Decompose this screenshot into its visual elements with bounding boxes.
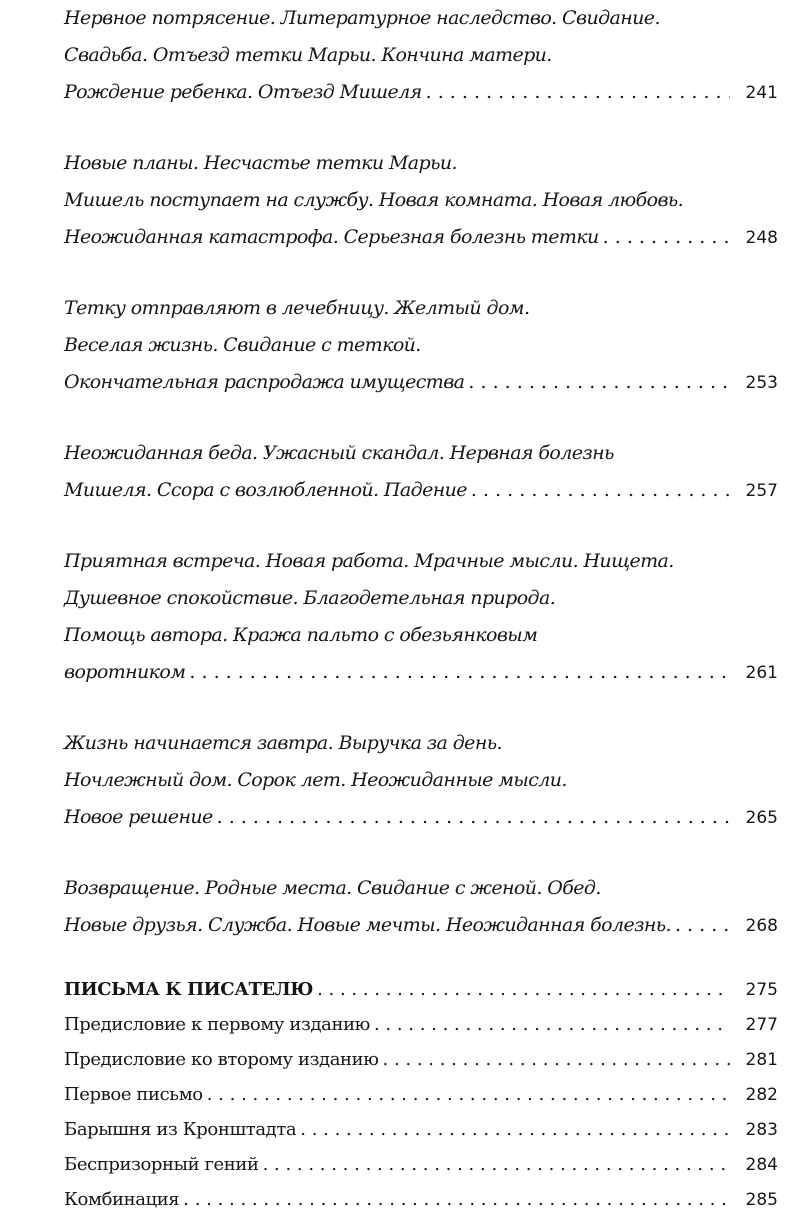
entry-last-line	[64, 219, 778, 256]
entry-last-line	[64, 907, 778, 944]
section-item-text: Комбинация	[64, 1189, 180, 1210]
entry-last-text: Новое решение	[64, 806, 213, 828]
section-item	[64, 1147, 778, 1182]
toc-entry	[64, 145, 778, 256]
dot-leader	[464, 364, 730, 401]
table-of-contents	[64, 0, 778, 1217]
entry-line: Свадьба. Отъезд тетки Марьи. Кончина матери.	[64, 44, 552, 66]
page-number: 275	[745, 980, 778, 1000]
toc-entry	[64, 0, 778, 111]
page-number: 253	[745, 373, 778, 393]
dot-leader	[259, 1147, 730, 1182]
section-item	[64, 1042, 778, 1077]
entry-last-line	[64, 654, 778, 691]
section-title: ПИСЬМА К ПИСАТЕЛЮ	[64, 979, 314, 1000]
dot-leader	[313, 972, 730, 1007]
dot-leader	[213, 799, 730, 836]
section-item	[64, 1112, 778, 1147]
entry-line: Помощь автора. Кража пальто с обезьянковым	[64, 624, 538, 646]
page-number: 285	[745, 1190, 778, 1210]
dot-leader	[379, 1042, 730, 1077]
section-item	[64, 1007, 778, 1042]
entry-line: Мишель поступает на службу. Новая комната. Новая любовь.	[64, 189, 684, 211]
page-number: 261	[745, 663, 778, 683]
section-item-text: Первое письмо	[64, 1084, 203, 1105]
entry-last-line	[64, 799, 778, 836]
entry-last-line	[64, 364, 778, 401]
entry-last-text: Окончательная распродажа имущества	[64, 371, 465, 393]
dot-leader	[296, 1112, 730, 1147]
entry-last-line	[64, 472, 778, 509]
entry-line: Неожиданная беда. Ужасный скандал. Нервная болезнь	[64, 442, 614, 464]
section-item	[64, 1077, 778, 1112]
entry-line: Тетку отправляют в лечебницу. Желтый дом.	[64, 297, 530, 319]
dot-leader	[203, 1077, 730, 1112]
entry-line: Возвращение. Родные места. Свидание с женой. Обед.	[64, 877, 601, 899]
entry-last-text: воротником	[64, 661, 186, 683]
dot-leader	[671, 907, 730, 944]
toc-section	[64, 972, 778, 1217]
entry-line: Веселая жизнь. Свидание с теткой.	[64, 334, 421, 356]
dot-leader	[467, 472, 730, 509]
entry-last-text: Рождение ребенка. Отъезд Мишеля	[64, 81, 422, 103]
toc-entry	[64, 435, 778, 509]
page-number: 282	[745, 1085, 778, 1105]
page-number: 257	[745, 481, 778, 501]
entry-line: Ночлежный дом. Сорок лет. Неожиданные мысли.	[64, 769, 567, 791]
page-number: 248	[745, 228, 778, 248]
section-title-line	[64, 972, 778, 1007]
toc-entry	[64, 543, 778, 691]
dot-leader	[185, 654, 730, 691]
entry-line: Душевное спокойствие. Благодетельная природа.	[64, 587, 556, 609]
entry-line: Жизнь начинается завтра. Выручка за день.	[64, 732, 502, 754]
page-number: 284	[745, 1155, 778, 1175]
dot-leader	[422, 74, 730, 111]
section-item-text: Предисловие ко второму изданию	[64, 1049, 379, 1070]
entry-last-text: Новые друзья. Служба. Новые мечты. Неожиданная болезнь.	[64, 914, 671, 936]
page-number: 281	[745, 1050, 778, 1070]
entry-line: Новые планы. Несчастье тетки Марьи.	[64, 152, 457, 174]
toc-entry	[64, 725, 778, 836]
entry-line: Нервное потрясение. Литературное наследство. Свидание.	[64, 7, 660, 29]
page-number: 265	[745, 808, 778, 828]
section-item	[64, 1182, 778, 1217]
entry-last-text: Неожиданная катастрофа. Серьезная болезнь тетки	[64, 226, 599, 248]
page-number: 268	[745, 916, 778, 936]
page-number: 241	[745, 83, 778, 103]
dot-leader	[599, 219, 730, 256]
entry-last-text: Мишеля. Ссора с возлюбленной. Падение	[64, 479, 467, 501]
section-item-text: Барышня из Кронштадта	[64, 1119, 297, 1140]
toc-entry	[64, 290, 778, 401]
entry-line: Приятная встреча. Новая работа. Мрачные мысли. Нищета.	[64, 550, 674, 572]
section-item-text: Беспризорный гений	[64, 1154, 259, 1175]
section-item-text: Предисловие к первому изданию	[64, 1014, 370, 1035]
toc-entry	[64, 870, 778, 944]
dot-leader	[179, 1182, 730, 1217]
page-number: 283	[745, 1120, 778, 1140]
entry-last-line	[64, 74, 778, 111]
page-number: 277	[745, 1015, 778, 1035]
dot-leader	[370, 1007, 730, 1042]
